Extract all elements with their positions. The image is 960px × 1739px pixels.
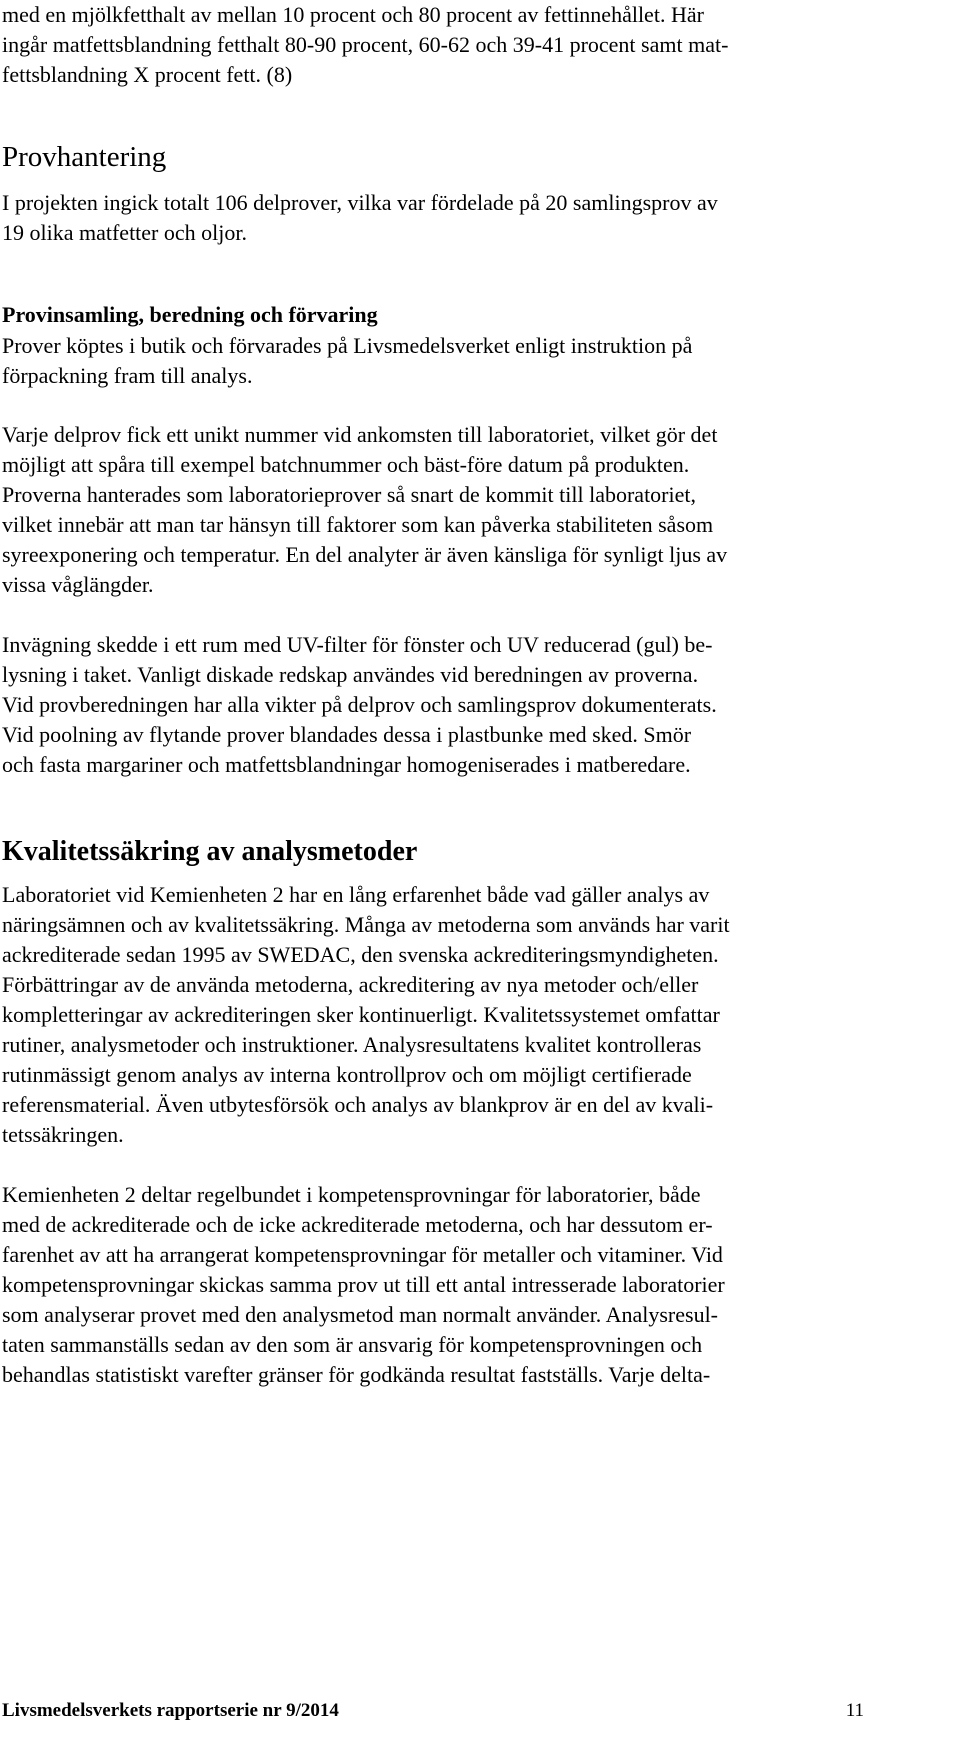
text-line: näringsämnen och av kvalitetssäkring. Många av metoderna som används har varit <box>2 912 730 937</box>
text-line: I projekten ingick totalt 106 delprover, vilka var fördelade på 20 samlingsprov av <box>2 190 718 215</box>
text-line: taten sammanställs sedan av den som är ansvarig för kompetensprovningen och <box>2 1332 703 1357</box>
text-line: rutinmässigt genom analys av interna kontrollprov och om möjligt certifierade <box>2 1062 692 1087</box>
footer-series-title: Livsmedelsverkets rapportserie nr 9/2014 <box>2 1700 339 1721</box>
text-line: rutiner, analysmetoder och instruktioner. Analysresultatens kvalitet kontrolleras <box>2 1032 702 1057</box>
text-line: Proverna hanterades som laboratorieprover så snart de kommit till laboratoriet, <box>2 482 696 507</box>
text-line: behandlas statistiskt varefter gränser för godkända resultat fastställs. Varje delta- <box>2 1362 711 1387</box>
text-line: Invägning skedde i ett rum med UV-filter för fönster och UV reducerad (gul) be- <box>2 632 713 657</box>
text-line: tetssäkringen. <box>2 1122 124 1147</box>
text-line: vilket innebär att man tar hänsyn till faktorer som kan påverka stabiliteten såsom <box>2 512 714 537</box>
text-line: 19 olika matfetter och oljor. <box>2 220 247 245</box>
text-line: ingår matfettsblandning fetthalt 80-90 procent, 60-62 och 39-41 procent samt mat- <box>2 32 729 57</box>
text-line: Laboratoriet vid Kemienheten 2 har en lång erfarenhet både vad gäller analys av <box>2 882 710 907</box>
text-line: ackrediterade sedan 1995 av SWEDAC, den svenska ackrediteringsmyndigheten. <box>2 942 719 967</box>
text-line: möjligt att spåra till exempel batchnummer och bäst-före datum på produkten. <box>2 452 690 477</box>
footer-page-number: 11 <box>845 1700 864 1721</box>
subsection-heading-provinsamling: Provinsamling, beredning och förvaring <box>2 302 378 327</box>
text-line: med en mjölkfetthalt av mellan 10 procent och 80 procent av fettinnehållet. Här <box>2 2 704 27</box>
section-heading-provhantering: Provhantering <box>2 141 167 173</box>
text-line: Prover köptes i butik och förvarades på Livsmedelsverket enligt instruktion på <box>2 333 693 358</box>
text-line: kompetensprovningar skickas samma prov ut till ett antal intresserade laboratorier <box>2 1272 725 1297</box>
text-line: Kemienheten 2 deltar regelbundet i kompetensprovningar för laboratorier, både <box>2 1182 701 1207</box>
text-line: Varje delprov fick ett unikt nummer vid ankomsten till laboratoriet, vilket gör det <box>2 422 718 447</box>
text-line: förpackning fram till analys. <box>2 363 253 388</box>
text-line: som analyserar provet med den analysmetod man normalt använder. Analysresul- <box>2 1302 719 1327</box>
text-line: syreexponering och temperatur. En del analyter är även känsliga för synligt ljus av <box>2 542 728 567</box>
text-line: Vid poolning av flytande prover blandades dessa i plastbunke med sked. Smör <box>2 722 692 747</box>
text-line: lysning i taket. Vanligt diskade redskap användes vid beredningen av proverna. <box>2 662 699 687</box>
text-line: med de ackrediterade och de icke ackrediterade metoderna, och har dessutom er- <box>2 1212 713 1237</box>
text-line: referensmaterial. Även utbytesförsök och analys av blankprov är en del av kvali- <box>2 1092 714 1117</box>
text-line: vissa våglängder. <box>2 572 154 597</box>
text-line: kompletteringar av ackrediteringen sker kontinuerligt. Kvalitetssystemet omfattar <box>2 1002 720 1027</box>
text-line: Förbättringar av de använda metoderna, ackreditering av nya metoder och/eller <box>2 972 699 997</box>
text-line: Vid provberedningen har alla vikter på delprov och samlingsprov dokumenterats. <box>2 692 717 717</box>
text-line: farenhet av att ha arrangerat kompetensprovningar för metaller och vitaminer. Vid <box>2 1242 723 1267</box>
text-line: fettsblandning X procent fett. (8) <box>2 62 293 87</box>
text-line: och fasta margariner och matfettsblandningar homogeniserades i matberedare. <box>2 752 691 777</box>
section-heading-kvalitetssakring: Kvalitetssäkring av analysmetoder <box>2 836 418 867</box>
